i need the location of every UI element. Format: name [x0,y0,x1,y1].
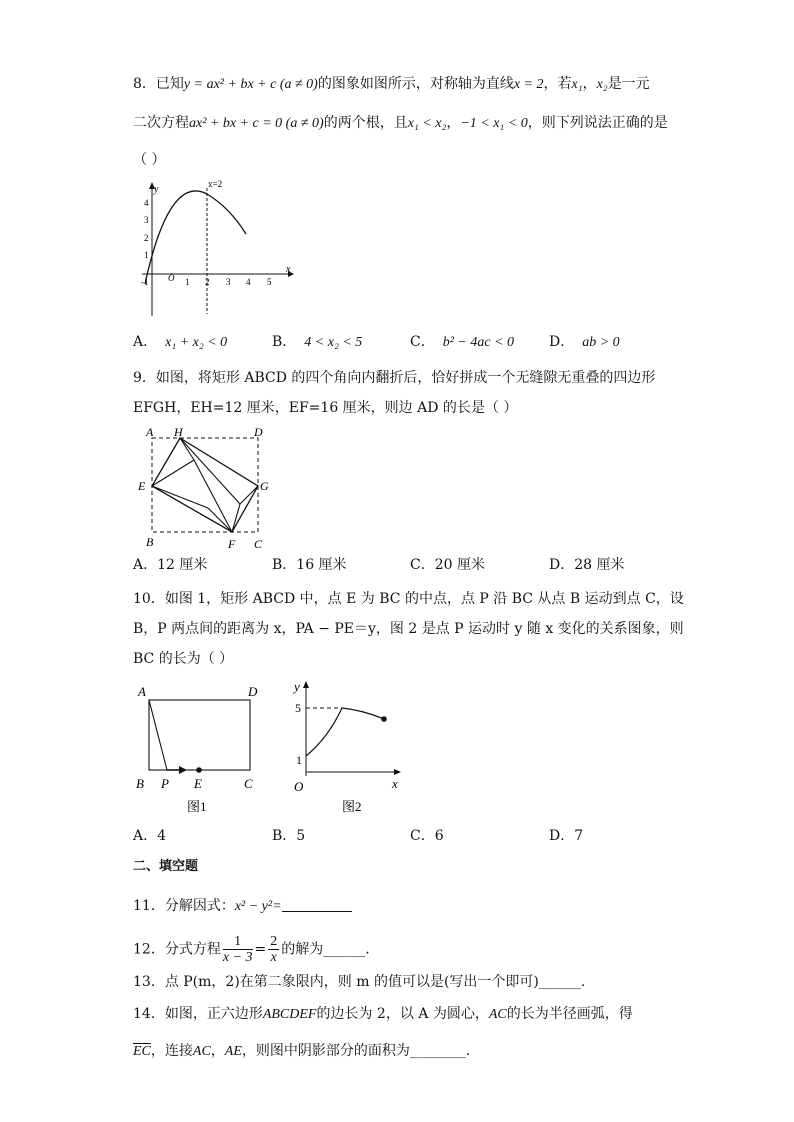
q10-line1: 10．如图 1，矩形 ABCD 中，点 E 为 BC 的中点，点 P 沿 BC 从点 B 运动到点 C，设 [133,591,684,607]
label-a: A [138,684,146,699]
q12: 12．分式方程 $\frac{1}{x - 3}$ = $\frac{2}{x}$ 的解为______. [133,934,370,965]
q10-line3: BC 的长为（ ） [133,651,234,667]
q12-text: 的解为______. [281,941,370,958]
label-c: C [244,776,253,791]
q8-line2: 二次方程ax² + bx + c = 0 (a ≠ 0)的两个根，且x₁ < x₂，−1 < x₁ < 0，则下列说法正确的是 [133,115,668,131]
q14-line1: 14．如图，正六边形ABCDEF的边长为 2，以 A 为圆心，AC的长为半径画弧，得 [133,1006,633,1022]
q8-x2: x₂ [596,77,608,92]
section-heading: 二、填空题 [133,859,199,874]
q8-option-a[interactable]: A． x₁ + x₂ < 0 [133,334,228,350]
q9-option-d[interactable]: D．28 厘米 [549,557,625,573]
q9-option-b[interactable]: B．16 厘米 [272,557,347,573]
q8-option-d[interactable]: D． ab > 0 [549,334,620,350]
q9-option-c[interactable]: C．20 厘米 [410,557,485,573]
label-a: A [146,425,154,439]
parabola-curve [145,191,246,284]
label-f: F [228,537,236,551]
x-tick: 1 [185,277,190,287]
y-label: y [154,184,159,195]
x-tick: 4 [246,277,251,287]
x-label: x [286,264,291,275]
figure-caption: 图1 [187,799,207,814]
x-tick: -1 [141,277,149,287]
y-tick: 1 [144,250,149,260]
figure-caption: 图2 [342,799,362,814]
q8-option-c[interactable]: C． b² − 4ac < 0 [410,334,515,350]
q8-equation: y = ax² + bx + c (a ≠ 0) [183,77,318,92]
q9-line1: 9．如图，将矩形 ABCD 的四个角向内翻折后，恰好拼成一个无缝隙无重叠的四边形 [133,370,656,386]
q8-equation2: ax² + bx + c = 0 (a ≠ 0) [189,116,324,131]
label-p: P [161,776,169,791]
q8-text: ，则下列说法正确的是 [527,115,668,131]
arc-ec: $\overline{EC}$ [133,1044,151,1059]
q8-paren: （ ） [133,152,166,168]
tick-1: 1 [296,753,302,767]
label-g: G [260,479,269,493]
end-point [381,716,387,722]
q8-text: 的两个根，且 [323,115,408,131]
q8-axis: x = 2 [513,77,544,92]
y-label: y [294,679,300,694]
x-tick: 5 [267,277,272,287]
y-tick: 2 [144,233,149,243]
q14-line2: $\overline{EC}$，连接AC，AE，则图中阴影部分的面积为________. [133,1043,471,1059]
q8-comma: ， [582,76,597,92]
q8-text: 的图象如图所示，对称轴为直线 [317,76,514,92]
q11-answer-blank[interactable] [282,897,352,912]
q8-parabola-graph [138,176,298,318]
label-e: E [138,479,146,493]
q10-option-b[interactable]: B．5 [272,828,306,844]
label-h: H [174,425,183,439]
q10-figure2-graph [288,676,408,816]
q8-text: ，若 [543,76,572,92]
q9-rectangle-fold-figure [136,424,276,552]
q8-condition2: −1 < x₁ < 0 [460,116,528,131]
x-label: x [392,776,398,791]
q10-option-d[interactable]: D．7 [549,828,584,844]
x-tick: 3 [226,277,231,287]
q8-text: 是一元 [607,76,650,92]
q8-condition1: x₁ < x₂ [407,116,447,131]
label-c: C [254,537,263,551]
q8-option-b[interactable]: B． 4 < x₂ < 5 [272,334,363,350]
label-e: E [194,776,202,791]
q11 [133,896,352,917]
axis-label: x=2 [208,179,223,189]
q10-figure1-rectangle [133,680,263,816]
q8-text: 二次方程 [133,115,189,131]
q9-line2: EFGH，EH=12 厘米，EF=16 厘米，则边 AD 的长是（ ） [133,400,518,416]
fraction-1: $\frac{1}{x - 3}$ [222,934,253,965]
curve [306,708,384,756]
tick-5: 5 [295,701,301,715]
q9-option-a[interactable]: A．12 厘米 [133,557,208,573]
q11-expression: x² − y²= [234,899,282,914]
rectangle-abcd [152,438,258,532]
origin-label: O [168,273,175,283]
label-d: D [254,425,263,439]
label-b: B [136,776,144,791]
quadrilateral-efgh [152,438,258,532]
q10-line2: B，P 两点间的距离为 x，PA − PE＝y，图 2 是点 P 运动时 y 随 x 变化的关系图象，则 [133,621,684,637]
q8-number: 8．已知 [133,76,184,92]
label-d: D [248,684,258,699]
q8-x1: x₁ [571,77,583,92]
point-e [196,767,202,773]
label-b: B [146,535,154,549]
y-tick: 3 [144,215,149,225]
origin-label: O [294,779,304,794]
q13: 13．点 P(m，2)在第二象限内，则 m 的值可以是(写出一个即可)______. [133,974,586,990]
q11-text: 11．分解因式： [133,898,235,914]
x-tick: 2 [205,277,210,287]
fraction-2: $\frac{2}{x}$ [270,934,278,965]
q10-option-c[interactable]: C．6 [410,828,444,844]
segment-pa [149,700,167,770]
y-tick: 4 [144,198,149,208]
q10-option-a[interactable]: A．4 [133,828,167,844]
arrow [179,766,187,774]
q8-line1 [133,74,650,95]
q12-text: 12．分式方程 [133,941,221,958]
